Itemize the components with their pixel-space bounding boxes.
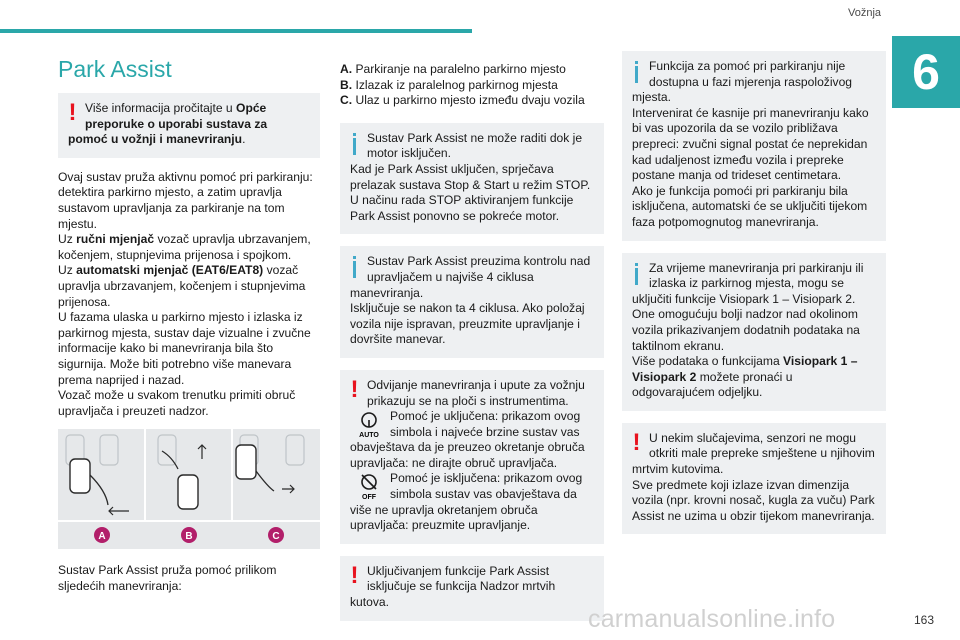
- info-text: Ako je funkcija pomoći pri parkiranju bila isključena, automatski će se uključiti tijekom faza potpomognutog manevriranja.: [632, 183, 868, 229]
- manual-gearbox-paragraph: Uz ručni mjenjač vozač upravlja ubrzavanjem, kočenjem, stupnjevima prijenosa i spojkom.: [58, 232, 311, 262]
- column-2: [340, 62, 604, 633]
- manoeuvres-intro: Sustav Park Assist pruža pomoć prilikom sljedećih manevriranja:: [58, 563, 277, 593]
- svg-text:A: A: [98, 531, 106, 543]
- steering-off-icon: [350, 471, 388, 501]
- warning-text: Više informacija pročitajte u: [85, 101, 237, 115]
- info-text: Funkcija za pomoć pri parkiranju nije dostupna u fazi mjerenja raspoloživog mjesta.: [632, 59, 853, 105]
- info-icon: [630, 262, 643, 286]
- svg-text:B: B: [185, 531, 193, 543]
- figure-label-c: [268, 527, 284, 543]
- info-icon: [348, 255, 361, 279]
- steering-auto-icon: [350, 409, 388, 439]
- warning-text: U nekim slučajevima, senzori ne mogu otkriti male prepreke smještene u njihovim mrtvim kutovima.: [632, 430, 875, 477]
- warning-box: [58, 93, 320, 158]
- list-item: C. Ulaz u parkirno mjesto između dvaju vozila: [340, 93, 585, 108]
- warning-icon: !: [632, 428, 641, 456]
- page-title: Park Assist: [58, 56, 172, 82]
- figure-label-b: [181, 527, 197, 543]
- info-text: Isključuje se nakon ta 4 ciklusa. Ako položaj vozila nije ispravan, preuzmite upravljanje i dovršite manevar.: [350, 301, 585, 347]
- info-icon: [348, 132, 361, 156]
- list-item: A. Parkiranje na paralelno parkirno mjesto: [340, 62, 566, 76]
- info-box-cycles: [340, 246, 604, 358]
- warning-box-blind-spot: [340, 556, 604, 621]
- warning-link-text: Opće preporuke o uporabi sustava za pomoć u vožnji i manevriranju: [68, 101, 268, 147]
- column-3: [622, 51, 886, 546]
- manoeuvre-illustration: [58, 429, 320, 549]
- warning-icon: !: [350, 561, 359, 589]
- warning-text: Uključivanjem funkcije Park Assist isključuje se funkcija Nadzor mrtvih kutova.: [350, 563, 556, 610]
- info-box-visiopark: [622, 253, 886, 411]
- watermark: carmanualsonline.info: [588, 605, 836, 633]
- info-icon: [630, 60, 643, 84]
- info-text: Intervenirat će kasnije pri manevriranju kako bi vas upozorila da se vozilo približava prepreci: zvučni signal postat će neprekidan kad udaljenost između vozila i prepreke postane manja od trideset centimetara.: [632, 105, 869, 183]
- intro-paragraph: Ovaj sustav pruža aktivnu pomoć pri parkiranju: detektira parkirno mjesto, a zatim upravlja sustavom upravljanja za parkiranje na tom mjestu.: [58, 169, 313, 231]
- svg-text:OFF: OFF: [362, 494, 376, 502]
- phases-paragraph: U fazama ulaska u parkirno mjesto i izlaska iz parkirnog mjesta, sustav daje vizualne i zvučne informacije kako bi manevriranja bila što sigurnija. Može biti potrebno više manevara prema naprijed i nazad.: [58, 310, 311, 387]
- info-box-engine: [340, 123, 604, 235]
- manoeuvre-list: [340, 62, 604, 109]
- chapter-tab: 6: [892, 36, 960, 108]
- warning-text-end: .: [242, 132, 246, 147]
- warning-icon: !: [68, 99, 77, 126]
- warning-icon: !: [350, 375, 359, 403]
- info-text: Sustav Park Assist preuzima kontrolu nad upravljačem u najviše 4 ciklusa manevriranja.: [350, 254, 591, 300]
- section-title: Vožnja: [848, 7, 882, 19]
- warning-text: Sve predmete koji izlaze izvan dimenzija vozila (npr. krovni nosač, kugla za vuču) Park Assist ne uzima u obzir tijekom manevriranja.: [632, 477, 875, 523]
- assist-on-text: Pomoć je uključena: prikazom ovog simbola i najveće brzine sustav vas obavještava da je preuzeo okretanje obruča upravljača: ne dirajte obruč upravljača.: [350, 409, 585, 470]
- automatic-gearbox-paragraph: Uz automatski mjenjač (EAT6/EAT8) vozač upravlja ubrzavanjem, kočenjem i stupnjevima prijenosa.: [58, 263, 306, 309]
- warning-box-sensors: [622, 423, 886, 535]
- info-text: One omogućuju bolji nadzor nad okolinom vozila prikazivanjem dodatnih podataka na taktilnom ekranu.: [632, 307, 860, 353]
- info-text: Kad je Park Assist uključen, sprječava prelazak sustava Stop & Start u režim STOP. U načinu rada STOP aktiviranjem funkcije Park Assist ponovno se pokreće motor.: [350, 161, 591, 223]
- svg-text:AUTO: AUTO: [359, 432, 379, 440]
- info-text: Sustav Park Assist ne može raditi dok je motor isključen.: [367, 130, 583, 161]
- info-text: Više podataka o funkcijama Visiopark 1 – Visiopark 2 možete pronaći u odgovarajućem odjeljku.: [632, 354, 858, 400]
- column-1: [58, 56, 320, 594]
- list-item: B. Izlazak iz paralelnog parkirnog mjesta: [340, 77, 558, 92]
- warning-text: Odvijanje manevriranja i upute za vožnju prikazuju se na ploči s instrumentima.: [367, 377, 585, 408]
- assist-off-text: Pomoć je isključena: prikazom ovog simbola sustav vas obavještava da više ne upravlja okretanjem obruča upravljača: preuzmite upravljanje.: [350, 471, 583, 533]
- svg-text:C: C: [272, 531, 280, 543]
- driver-control-paragraph: Vozač može u svakom trenutku primiti obruč upravljača i preuzeti nadzor.: [58, 388, 296, 418]
- manoeuvre-diagram: [58, 429, 320, 549]
- warning-box-instructions: [340, 370, 604, 544]
- info-box-measurement: [622, 51, 886, 241]
- info-text: Za vrijeme manevriranja pri parkiranju ili izlaska iz parkirnog mjesta, mogu se uključiti funkcije Visiopark 1 – Visiopark 2.: [632, 260, 864, 306]
- figure-label-a: [94, 527, 110, 543]
- header-accent-bar: [0, 29, 472, 33]
- page-number: 163: [914, 613, 935, 627]
